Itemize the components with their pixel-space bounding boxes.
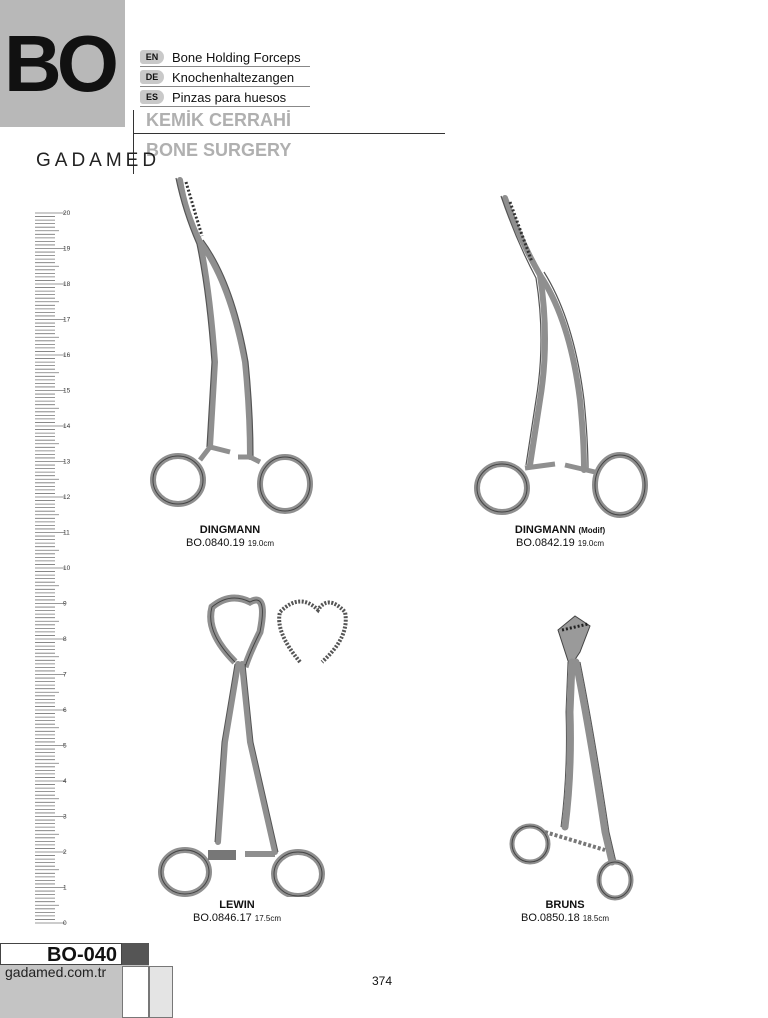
lang-text-en: Bone Holding Forceps <box>172 49 301 65</box>
ruler-label: 16 <box>63 352 71 359</box>
product-length: 19.0cm <box>247 539 274 548</box>
ruler-label: 0 <box>63 920 67 927</box>
ruler-label: 20 <box>63 210 71 217</box>
ruler-label: 1 <box>63 884 67 892</box>
product-code: BO.0846.17 <box>192 912 252 924</box>
product-name: LEWIN <box>219 899 255 911</box>
ruler-label: 18 <box>63 281 71 288</box>
ruler-label: 19 <box>63 245 71 253</box>
footer-decor-block <box>122 943 149 965</box>
ruler-label: 13 <box>63 458 71 466</box>
ruler-label: 9 <box>63 600 67 608</box>
ruler-label: 10 <box>63 565 71 572</box>
ruler-label: 12 <box>63 494 71 501</box>
ruler-label: 5 <box>63 742 67 750</box>
ruler-label: 15 <box>63 387 71 395</box>
ruler-label: 4 <box>63 778 67 785</box>
lang-tag-es: ES <box>140 90 164 104</box>
lang-row-es <box>140 88 286 106</box>
measuring-ruler <box>30 200 80 930</box>
divider <box>133 133 445 134</box>
category-title-en: BONE SURGERY <box>146 140 292 160</box>
section-code-block <box>0 0 125 127</box>
ruler-label: 11 <box>63 529 70 537</box>
dingmann-forceps-image <box>140 172 330 517</box>
ruler-label: 17 <box>63 316 71 324</box>
ruler-label: 2 <box>63 849 67 856</box>
product-caption <box>127 899 347 924</box>
product-length: 18.5cm <box>582 914 609 923</box>
page-code: BO-040 <box>0 943 122 965</box>
ruler-label: 7 <box>63 671 67 679</box>
page-number: 374 <box>372 974 393 988</box>
product-modifier: (Modif) <box>578 526 606 535</box>
ruler-label: 6 <box>63 707 67 714</box>
product-code: BO.0850.18 <box>520 912 580 924</box>
lang-tag-en: EN <box>140 50 164 64</box>
footer-decor-box <box>122 966 149 1018</box>
product-code: BO.0842.19 <box>515 537 575 549</box>
brand-logo: GADAMED <box>36 150 161 171</box>
product-name: DINGMANN <box>199 524 261 536</box>
product-caption <box>455 899 675 924</box>
lang-text-es: Pinzas para huesos <box>172 89 287 105</box>
ruler-label: 3 <box>63 813 67 821</box>
divider <box>140 106 310 107</box>
dingmann-modif-forceps-image <box>470 180 660 525</box>
divider <box>140 66 310 67</box>
product-name: DINGMANN <box>514 524 576 536</box>
lang-row-de <box>140 68 294 86</box>
product-caption <box>450 524 670 549</box>
ruler-label: 14 <box>63 423 71 430</box>
divider <box>140 86 310 87</box>
footer-decor-box <box>149 966 173 1018</box>
product-length: 17.5cm <box>254 914 281 923</box>
bruns-forceps-image <box>500 612 650 902</box>
section-code: BO <box>4 19 114 108</box>
product-code: BO.0840.19 <box>185 537 245 549</box>
lang-row-en <box>140 48 301 66</box>
lang-tag-de: DE <box>140 70 164 84</box>
product-length: 19.0cm <box>577 539 604 548</box>
lewin-forceps-image <box>150 592 350 897</box>
product-name: BRUNS <box>545 899 585 911</box>
lang-text-de: Knochenhaltezangen <box>172 69 295 85</box>
website-link[interactable]: gadamed.com.tr <box>5 964 107 980</box>
ruler-label: 8 <box>63 636 67 643</box>
product-caption <box>120 524 340 549</box>
category-title-tr: KEMİK CERRAHİ <box>146 110 292 130</box>
